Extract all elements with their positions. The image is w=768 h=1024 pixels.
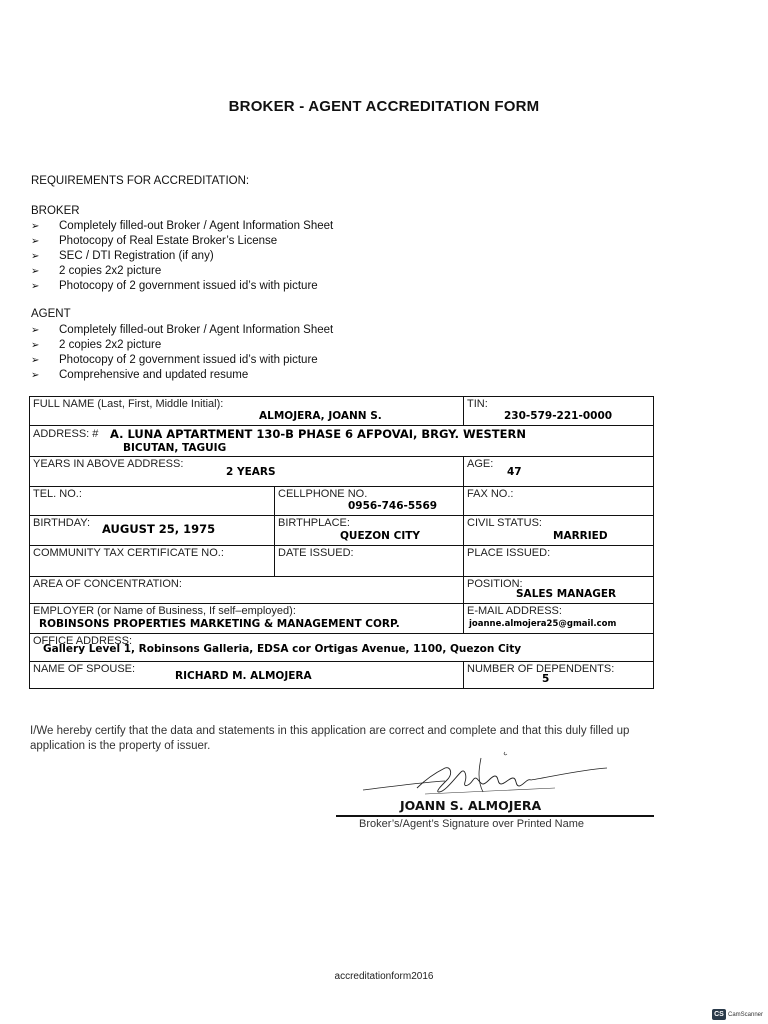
date-issued-cell	[275, 546, 464, 577]
office-address-cell	[30, 634, 653, 662]
age-cell	[464, 457, 653, 487]
form-title: BROKER - AGENT ACCREDITATION FORM	[228, 98, 540, 115]
full-name-value: ALMOJERA, JOANN S.	[259, 410, 382, 422]
arrow-bullet-icon: ➢	[31, 266, 40, 277]
arrow-bullet-icon: ➢	[31, 236, 40, 247]
list-item: ➢ Photocopy of 2 government issued id’s with picture	[31, 354, 318, 366]
birthday-cell	[30, 516, 275, 546]
spouse-value: RICHARD M. ALMOJERA	[175, 670, 312, 682]
list-item: ➢ Completely filled-out Broker / Agent Information Sheet	[31, 324, 334, 336]
employer-cell	[30, 604, 464, 634]
employer-label: EMPLOYER (or Name of Business, If self–employed):	[33, 605, 296, 617]
dependents-cell	[464, 662, 653, 688]
years-cell	[30, 457, 464, 487]
place-issued-label: PLACE ISSUED:	[467, 547, 551, 559]
list-item: ➢ Comprehensive and updated resume	[31, 369, 249, 381]
arrow-bullet-icon: ➢	[31, 281, 40, 292]
tel-label: TEL. NO.:	[33, 488, 82, 500]
camscanner-logo-icon: CS	[712, 1009, 726, 1020]
birthplace-label: BIRTHPLACE:	[278, 517, 350, 529]
office-address-label: OFFICE ADDRESS:	[33, 635, 133, 647]
full-name-cell	[30, 397, 464, 426]
years-value: 2 YEARS	[226, 466, 276, 478]
printed-name: JOANN S. ALMOJERA	[400, 798, 542, 813]
camscanner-label: CamScanner	[728, 1011, 764, 1018]
address-cell	[30, 426, 653, 457]
list-item: ➢ Completely filled-out Broker / Agent Information Sheet	[31, 220, 334, 232]
fax-cell	[464, 487, 653, 516]
date-issued-label: DATE ISSUED:	[278, 547, 354, 559]
arrow-bullet-icon: ➢	[31, 221, 40, 232]
arrow-bullet-icon: ➢	[31, 340, 40, 351]
ctc-label: COMMUNITY TAX CERTIFICATE NO.:	[33, 547, 224, 559]
email-cell	[464, 604, 653, 634]
certification-statement: I/We hereby certify that the data and statements in this application are correct and complete and that this duly filled up application is the property of issuer.	[30, 725, 630, 752]
arrow-bullet-icon: ➢	[31, 370, 40, 381]
place-issued-cell	[464, 546, 653, 577]
age-value: 47	[507, 466, 522, 478]
list-item: ➢ Photocopy of Real Estate Broker’s License	[31, 235, 278, 247]
tin-cell	[464, 397, 653, 426]
full-name-label: FULL NAME (Last, First, Middle Initial):	[33, 398, 224, 410]
address-line-2: BICUTAN, TAGUIG	[123, 442, 227, 454]
spouse-label: NAME OF SPOUSE:	[33, 663, 136, 675]
address-label: ADDRESS: #	[33, 428, 99, 440]
birthplace-cell	[275, 516, 464, 546]
signature-caption: Broker’s/Agent’s Signature over Printed Name	[359, 818, 585, 830]
broker-requirements-list	[31, 219, 333, 294]
spouse-cell	[30, 662, 464, 688]
dependents-label: NUMBER OF DEPENDENTS:	[467, 663, 615, 675]
tin-value: 230-579-221-0000	[504, 410, 613, 422]
position-value: SALES MANAGER	[516, 588, 617, 600]
civil-status-cell	[464, 516, 653, 546]
civil-status-value: MARRIED	[553, 530, 608, 542]
cellphone-cell	[275, 487, 464, 516]
area-cell	[30, 577, 464, 604]
list-item: ➢ 2 copies 2x2 picture	[31, 339, 162, 351]
list-item: ➢ SEC / DTI Registration (if any)	[31, 250, 214, 262]
arrow-bullet-icon: ➢	[31, 355, 40, 366]
fax-label: FAX NO.:	[467, 488, 514, 500]
arrow-bullet-icon: ➢	[31, 325, 40, 336]
cellphone-value: 0956-746-5569	[348, 500, 438, 512]
arrow-bullet-icon: ➢	[31, 251, 40, 262]
years-label: YEARS IN ABOVE ADDRESS:	[33, 458, 184, 470]
broker-section-label: BROKER	[31, 205, 80, 217]
birthday-value: AUGUST 25, 1975	[102, 522, 216, 536]
agent-requirements-list	[31, 323, 333, 383]
requirements-heading: REQUIREMENTS FOR ACCREDITATION:	[31, 175, 250, 187]
civil-status-label: CIVIL STATUS:	[467, 517, 542, 529]
tel-cell	[30, 487, 275, 516]
position-cell	[464, 577, 653, 604]
signature-line	[336, 815, 654, 817]
ctc-cell	[30, 546, 275, 577]
information-form	[29, 396, 654, 689]
email-value: joanne.almojera25@gmail.com	[469, 619, 617, 629]
office-address-value: Gallery Level 1, Robinsons Galleria, EDSA cor Ortigas Avenue, 1100, Quezon City	[43, 643, 522, 655]
birthday-label: BIRTHDAY:	[33, 517, 91, 529]
area-label: AREA OF CONCENTRATION:	[33, 578, 182, 590]
tin-label: TIN:	[467, 398, 488, 410]
list-item: ➢ 2 copies 2x2 picture	[31, 265, 162, 277]
agent-section-label: AGENT	[31, 308, 71, 320]
list-item: ➢ Photocopy of 2 government issued id’s with picture	[31, 280, 318, 292]
employer-value: ROBINSONS PROPERTIES MARKETING & MANAGEMENT CORP.	[39, 618, 400, 630]
cellphone-label: CELLPHONE NO.	[278, 488, 368, 500]
footer-text: accreditationform2016	[334, 971, 434, 982]
position-label: POSITION:	[467, 578, 523, 590]
birthplace-value: QUEZON CITY	[340, 530, 420, 542]
scanner-watermark	[712, 1009, 763, 1020]
address-line-1: A. LUNA APTARTMENT 130-B PHASE 6 AFPOVAI, BRGY. WESTERN	[110, 427, 526, 441]
dependents-value: 5	[542, 673, 550, 685]
email-label: E-MAIL ADDRESS:	[467, 605, 562, 617]
age-label: AGE:	[467, 458, 494, 470]
